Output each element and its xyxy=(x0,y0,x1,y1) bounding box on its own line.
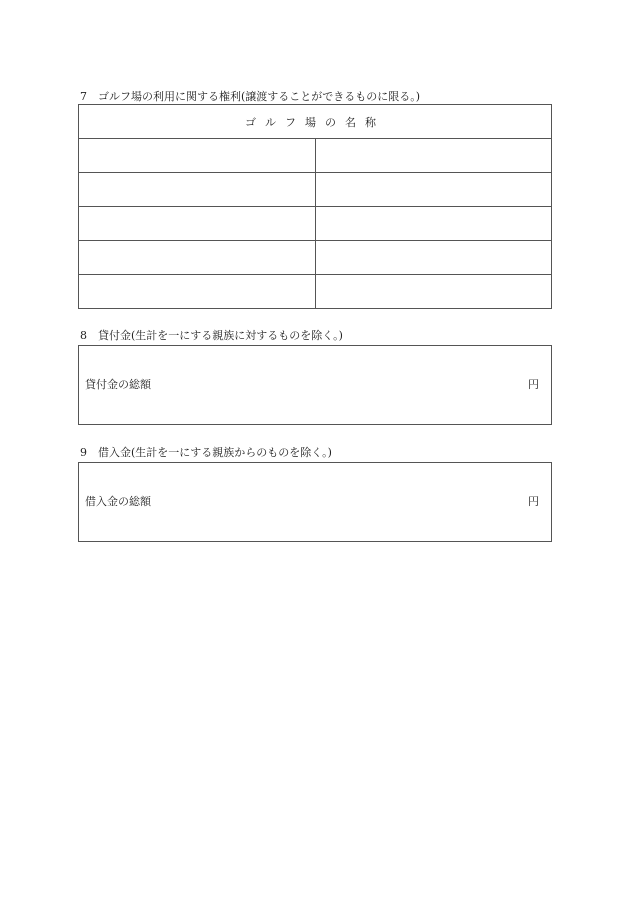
golf-course-name-cell-right[interactable] xyxy=(315,207,552,241)
golf-table-body xyxy=(79,139,552,309)
loans-payable-total-label: 借入金の総額 xyxy=(85,495,151,508)
loans-receivable-yen-unit: 円 xyxy=(528,378,539,391)
loans-payable-box xyxy=(78,462,552,542)
loans-receivable-total-label: 貸付金の総額 xyxy=(85,378,151,391)
golf-table-row xyxy=(79,207,552,241)
golf-table-header-row xyxy=(79,105,552,139)
golf-table-row xyxy=(79,173,552,207)
golf-course-name-cell-right[interactable] xyxy=(315,139,552,173)
loans-payable-yen-unit: 円 xyxy=(528,495,539,508)
loans-receivable-box xyxy=(78,345,552,425)
golf-course-name-cell-right[interactable] xyxy=(315,241,552,275)
golf-table xyxy=(78,104,552,309)
golf-course-name-cell-left[interactable] xyxy=(79,207,316,241)
golf-course-name-cell-left[interactable] xyxy=(79,241,316,275)
golf-table-row xyxy=(79,275,552,309)
golf-course-name-cell-right[interactable] xyxy=(315,173,552,207)
golf-course-name-cell-left[interactable] xyxy=(79,139,316,173)
golf-course-name-cell-left[interactable] xyxy=(79,275,316,309)
golf-course-name-cell-left[interactable] xyxy=(79,173,316,207)
loans-payable-heading: 9 借入金(生計を一にする親族からのものを除く。) xyxy=(80,446,332,459)
loans-receivable-heading: 8 貸付金(生計を一にする親族に対するものを除く。) xyxy=(80,329,343,342)
golf-table-row xyxy=(79,241,552,275)
golf-section-heading: 7 ゴルフ場の利用に関する権利(譲渡することができるものに限る。) xyxy=(80,90,421,103)
golf-course-name-header: ゴルフ場の名称 xyxy=(79,105,552,139)
golf-course-name-cell-right[interactable] xyxy=(315,275,552,309)
golf-table-row xyxy=(79,139,552,173)
